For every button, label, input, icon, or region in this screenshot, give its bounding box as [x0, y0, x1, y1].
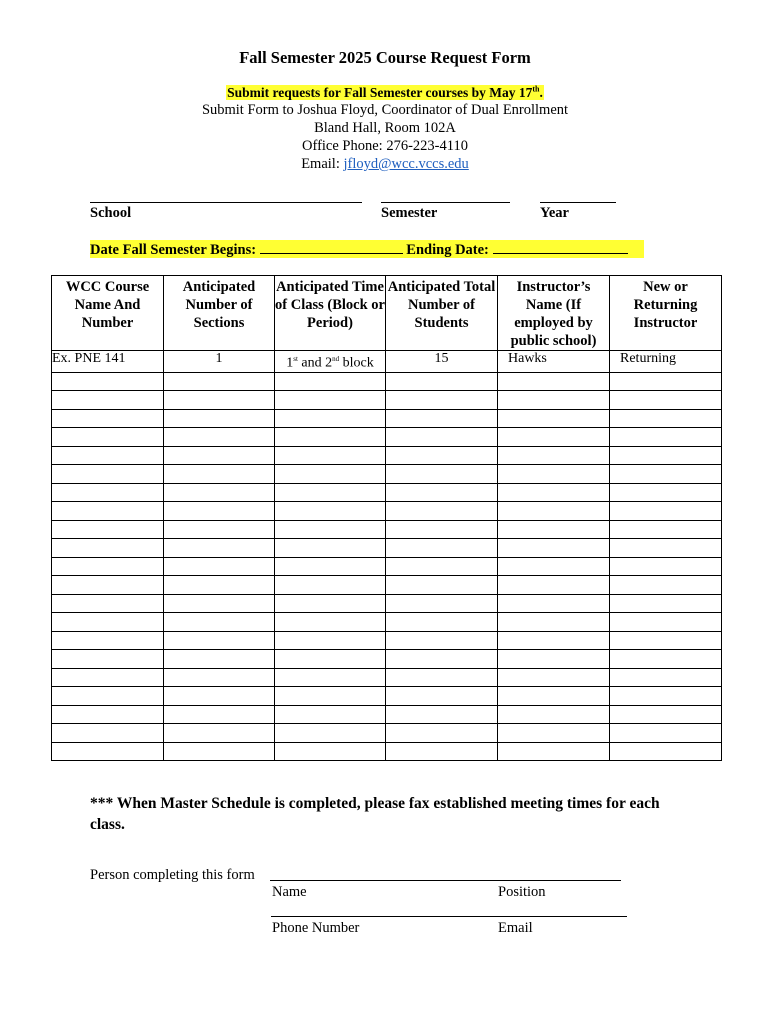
- submission-deadline: Submit requests for Fall Semester courses by May 17th.: [227, 84, 543, 100]
- table-cell[interactable]: [498, 539, 610, 558]
- table-cell[interactable]: [275, 409, 386, 428]
- contact-email: Email: jfloyd@wcc.vccs.edu: [301, 156, 469, 172]
- table-cell[interactable]: [164, 594, 275, 613]
- example-course: Ex. PNE 141: [52, 351, 164, 373]
- table-row: [52, 687, 722, 706]
- table-row: [52, 520, 722, 539]
- table-cell[interactable]: [164, 391, 275, 410]
- table-cell[interactable]: [275, 576, 386, 595]
- table-cell[interactable]: [610, 576, 722, 595]
- header-students: Anticipated Total Number of Students: [386, 276, 498, 351]
- year-line[interactable]: [540, 202, 616, 203]
- table-row: [52, 391, 722, 410]
- table-cell[interactable]: [164, 520, 275, 539]
- table-cell[interactable]: [386, 409, 498, 428]
- table-cell[interactable]: [498, 687, 610, 706]
- table-cell[interactable]: [498, 557, 610, 576]
- example-row: [52, 351, 722, 373]
- table-cell[interactable]: [164, 557, 275, 576]
- table-cell[interactable]: [498, 391, 610, 410]
- table-cell[interactable]: [52, 705, 164, 724]
- phone-email-line[interactable]: [271, 916, 627, 917]
- table-row: [52, 705, 722, 724]
- table-cell[interactable]: [164, 705, 275, 724]
- table-cell[interactable]: [610, 391, 722, 410]
- table-row: [52, 483, 722, 502]
- table-cell[interactable]: [52, 372, 164, 391]
- table-cell[interactable]: [52, 502, 164, 521]
- table-cell[interactable]: [275, 594, 386, 613]
- school-label: School: [90, 205, 132, 221]
- table-cell[interactable]: [52, 668, 164, 687]
- table-cell[interactable]: [386, 465, 498, 484]
- header-time: Anticipated Time of Class (Block or Period): [275, 276, 386, 351]
- semester-dates: [90, 240, 644, 258]
- table-row: [52, 668, 722, 687]
- table-cell[interactable]: [386, 724, 498, 743]
- table-cell[interactable]: [52, 520, 164, 539]
- table-cell[interactable]: [610, 483, 722, 502]
- table-cell[interactable]: [386, 742, 498, 761]
- table-cell[interactable]: [52, 631, 164, 650]
- table-cell[interactable]: [610, 650, 722, 669]
- table-row: [52, 409, 722, 428]
- position-label: Position: [498, 884, 546, 900]
- table-cell[interactable]: [498, 724, 610, 743]
- table-cell[interactable]: [610, 557, 722, 576]
- table-cell[interactable]: [610, 594, 722, 613]
- table-cell[interactable]: [498, 372, 610, 391]
- table-cell[interactable]: [275, 557, 386, 576]
- table-row: [52, 372, 722, 391]
- table-cell[interactable]: [610, 631, 722, 650]
- email-label: Email: [498, 920, 533, 936]
- table-row: [52, 724, 722, 743]
- year-label: Year: [540, 205, 569, 221]
- table-cell[interactable]: [164, 502, 275, 521]
- example-sections: 1: [164, 351, 275, 373]
- table-cell[interactable]: [164, 372, 275, 391]
- begin-date-field[interactable]: [260, 240, 403, 254]
- table-header-row: [52, 276, 722, 351]
- table-cell[interactable]: [498, 520, 610, 539]
- table-cell[interactable]: [498, 576, 610, 595]
- end-date-field[interactable]: [493, 240, 628, 254]
- table-cell[interactable]: [386, 539, 498, 558]
- table-cell[interactable]: [386, 446, 498, 465]
- table-cell[interactable]: [498, 705, 610, 724]
- email-link[interactable]: jfloyd@wcc.vccs.edu: [343, 156, 469, 172]
- header-course: WCC Course Name And Number: [52, 276, 164, 351]
- table-cell[interactable]: [386, 613, 498, 632]
- table-cell[interactable]: [275, 483, 386, 502]
- header-instructor: Instructor’s Name (If employed by public school): [498, 276, 610, 351]
- table-cell[interactable]: [164, 650, 275, 669]
- table-cell[interactable]: [52, 539, 164, 558]
- table-cell[interactable]: [275, 742, 386, 761]
- course-request-table: [51, 275, 722, 761]
- table-row: [52, 557, 722, 576]
- table-cell[interactable]: [275, 502, 386, 521]
- table-cell[interactable]: [498, 428, 610, 447]
- table-cell[interactable]: [610, 705, 722, 724]
- table-cell[interactable]: [498, 742, 610, 761]
- table-row: [52, 428, 722, 447]
- table-cell[interactable]: [386, 576, 498, 595]
- example-instructor: Hawks: [498, 351, 610, 373]
- table-row: [52, 446, 722, 465]
- table-row: [52, 539, 722, 558]
- table-cell[interactable]: [498, 613, 610, 632]
- table-cell[interactable]: [498, 446, 610, 465]
- table-row: [52, 631, 722, 650]
- table-cell[interactable]: [610, 687, 722, 706]
- example-students: 15: [386, 351, 498, 373]
- table-cell[interactable]: [164, 668, 275, 687]
- table-cell[interactable]: [275, 428, 386, 447]
- name-label: Name: [272, 884, 307, 900]
- table-cell[interactable]: [164, 631, 275, 650]
- table-cell[interactable]: [498, 483, 610, 502]
- master-schedule-note: *** When Master Schedule is completed, please fax established meeting times for each class.: [90, 795, 660, 833]
- table-cell[interactable]: [386, 391, 498, 410]
- table-cell[interactable]: [275, 687, 386, 706]
- table-row: [52, 613, 722, 632]
- table-cell[interactable]: [498, 594, 610, 613]
- table-row: [52, 502, 722, 521]
- table-cell[interactable]: [275, 372, 386, 391]
- table-cell[interactable]: [610, 372, 722, 391]
- table-cell[interactable]: [275, 520, 386, 539]
- table-cell[interactable]: [275, 465, 386, 484]
- contact-line-1: Submit Form to Joshua Floyd, Coordinator of Dual Enrollment: [201, 102, 569, 118]
- table-cell[interactable]: [52, 687, 164, 706]
- table-cell[interactable]: [52, 594, 164, 613]
- table-row: [52, 742, 722, 761]
- table-cell[interactable]: [610, 502, 722, 521]
- table-cell[interactable]: [386, 705, 498, 724]
- table-cell[interactable]: [164, 409, 275, 428]
- table-cell[interactable]: [275, 391, 386, 410]
- school-line[interactable]: [90, 202, 362, 203]
- table-cell[interactable]: [52, 391, 164, 410]
- table-cell[interactable]: [610, 428, 722, 447]
- table-cell[interactable]: [498, 650, 610, 669]
- table-cell[interactable]: [498, 465, 610, 484]
- table-cell[interactable]: [52, 576, 164, 595]
- table-cell[interactable]: [275, 724, 386, 743]
- semester-label: Semester: [381, 205, 438, 221]
- table-cell[interactable]: [610, 465, 722, 484]
- contact-line-2: Bland Hall, Room 102A: [314, 120, 456, 136]
- table-cell[interactable]: [52, 446, 164, 465]
- table-cell[interactable]: [498, 502, 610, 521]
- form-title: Fall Semester 2025 Course Request Form: [239, 48, 531, 67]
- table-cell[interactable]: [164, 465, 275, 484]
- table-cell[interactable]: [52, 742, 164, 761]
- table-cell[interactable]: [610, 742, 722, 761]
- table-cell[interactable]: [610, 613, 722, 632]
- table-cell[interactable]: [386, 631, 498, 650]
- table-cell[interactable]: [386, 372, 498, 391]
- table-cell[interactable]: [164, 724, 275, 743]
- table-cell[interactable]: [386, 483, 498, 502]
- table-cell[interactable]: [275, 668, 386, 687]
- table-cell[interactable]: [275, 705, 386, 724]
- table-cell[interactable]: [52, 409, 164, 428]
- begin-date-label: Date Fall Semester Begins:: [90, 242, 257, 258]
- table-row: [52, 594, 722, 613]
- table-cell[interactable]: [610, 520, 722, 539]
- table-cell[interactable]: [52, 613, 164, 632]
- semester-line[interactable]: [381, 202, 510, 203]
- table-cell[interactable]: [275, 631, 386, 650]
- example-status: Returning: [610, 351, 722, 373]
- table-cell[interactable]: [498, 409, 610, 428]
- table-cell[interactable]: [52, 483, 164, 502]
- table-cell[interactable]: [386, 557, 498, 576]
- table-cell[interactable]: [386, 428, 498, 447]
- table-row: [52, 465, 722, 484]
- table-cell[interactable]: [275, 539, 386, 558]
- table-cell[interactable]: [52, 724, 164, 743]
- table-cell[interactable]: [610, 409, 722, 428]
- table-cell[interactable]: [498, 668, 610, 687]
- table-cell[interactable]: [164, 446, 275, 465]
- table-cell[interactable]: [386, 594, 498, 613]
- person-completing-label: Person completing this form: [90, 867, 255, 883]
- table-cell[interactable]: [275, 613, 386, 632]
- table-cell[interactable]: [386, 650, 498, 669]
- table-cell[interactable]: [275, 650, 386, 669]
- table-row: [52, 576, 722, 595]
- table-cell[interactable]: [164, 483, 275, 502]
- table-row: [52, 650, 722, 669]
- table-cell[interactable]: [386, 668, 498, 687]
- table-cell[interactable]: [610, 724, 722, 743]
- table-cell[interactable]: [164, 687, 275, 706]
- person-name-line[interactable]: [270, 880, 621, 881]
- table-cell[interactable]: [52, 650, 164, 669]
- table-cell[interactable]: [164, 576, 275, 595]
- table-cell[interactable]: [386, 520, 498, 539]
- example-time: 1st and 2nd block: [275, 351, 386, 373]
- phone-label: Phone Number: [272, 920, 360, 936]
- table-cell[interactable]: [164, 428, 275, 447]
- header-status: New or Returning Instructor: [610, 276, 722, 351]
- end-date-label: Ending Date:: [406, 242, 489, 258]
- header-sections: Anticipated Number of Sections: [164, 276, 275, 351]
- table-cell[interactable]: [52, 465, 164, 484]
- table-cell[interactable]: [386, 687, 498, 706]
- table-cell[interactable]: [610, 446, 722, 465]
- table-cell[interactable]: [610, 539, 722, 558]
- table-cell[interactable]: [52, 428, 164, 447]
- table-cell[interactable]: [164, 539, 275, 558]
- table-cell[interactable]: [164, 613, 275, 632]
- table-cell[interactable]: [386, 502, 498, 521]
- table-cell[interactable]: [275, 446, 386, 465]
- table-cell[interactable]: [610, 668, 722, 687]
- table-cell[interactable]: [164, 742, 275, 761]
- contact-line-3: Office Phone: 276-223-4110: [302, 138, 468, 154]
- table-cell[interactable]: [52, 557, 164, 576]
- table-cell[interactable]: [498, 631, 610, 650]
